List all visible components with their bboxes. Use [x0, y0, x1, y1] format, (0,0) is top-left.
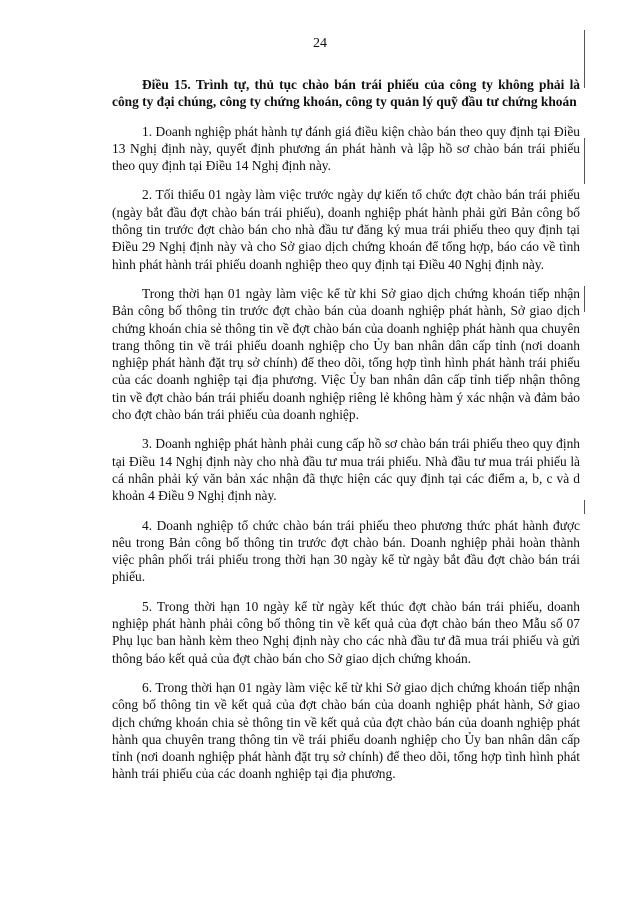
scan-edge-mark: [584, 138, 585, 184]
paragraph-5: 5. Trong thời hạn 10 ngày kể từ ngày kết thúc đợt chào bán trái phiếu, doanh nghiệp phát hành phải công bố thông tin về kết quả của đợt chào bán theo Mẫu số 07 Phụ lục ban hành kèm theo Nghị định này cho các nhà đầu tư đã mua trái phiếu và gửi thông báo kết quả của đợt chào bán cho Sở giao dịch chứng khoán.: [112, 598, 580, 666]
paragraph-6: 6. Trong thời hạn 01 ngày làm việc kể từ khi Sở giao dịch chứng khoán tiếp nhận công bố thông tin về kết quả của đợt chào bán của doanh nghiệp phát hành, Sở giao dịch chứng khoán chia sẻ thông tin về kết quả của đợt chào bán của doanh nghiệp phát hành qua chuyên trang thông tin về trái phiếu doanh nghiệp cho Ủy ban nhân dân cấp tỉnh (nơi doanh nghiệp phát hành đặt trụ sở chính) để theo dõi, tổng hợp tình hình phát hành trái phiếu của các doanh nghiệp tại địa phương.: [112, 679, 580, 782]
paragraph-1: 1. Doanh nghiệp phát hành tự đánh giá điều kiện chào bán theo quy định tại Điều 13 Nghị định này, quyết định phương án phát hành và lập hồ sơ chào bán trái phiếu theo quy định tại Điều 14 Nghị định này.: [112, 123, 580, 174]
paragraph-3: 3. Doanh nghiệp phát hành phải cung cấp hồ sơ chào bán trái phiếu theo quy định tại Điều 14 Nghị định này cho nhà đầu tư mua trái phiếu. Nhà đầu tư mua trái phiếu là cá nhân phải ký văn bản xác nhận đã thực hiện các quy định tại các điểm a, b, c và d khoản 4 Điều 9 Nghị định này.: [112, 436, 580, 504]
paragraph-2-continued: Trong thời hạn 01 ngày làm việc kể từ khi Sở giao dịch chứng khoán tiếp nhận Bản công bố thông tin trước đợt chào bán của doanh nghiệp phát hành, Sở giao dịch chứng khoán chia sẻ thông tin về đợt chào bán của doanh nghiệp phát hành qua chuyên trang thông tin về trái phiếu doanh nghiệp cho Ủy ban nhân dân cấp tỉnh (nơi doanh nghiệp phát hành đặt trụ sở chính) để theo dõi, tổng hợp tình hình phát hành trái phiếu của các doanh nghiệp tại địa phương. Việc Ủy ban nhân dân cấp tỉnh tiếp nhận thông tin về đợt chào bán trái phiếu doanh nghiệp riêng lẻ không hàm ý xác nhận và đảm bảo cho đợt chào bán trái phiếu của doanh nghiệp.: [112, 285, 580, 423]
page-number: 24: [313, 36, 327, 51]
scan-edge-mark: [584, 286, 585, 312]
article-title: Điều 15. Trình tự, thủ tục chào bán trái phiếu của công ty không phải là công ty đại chúng, công ty chứng khoán, công ty quản lý quỹ đầu tư chứng khoán: [112, 77, 580, 110]
article-body: [112, 76, 580, 795]
scan-edge-mark: [584, 500, 585, 514]
paragraph-2: 2. Tối thiểu 01 ngày làm việc trước ngày dự kiến tổ chức đợt chào bán trái phiếu (ngày bắt đầu đợt chào bán trái phiếu), doanh nghiệp phát hành phải gửi Bản công bố thông tin trước đợt chào bán cho nhà đầu tư đăng ký mua trái phiếu theo quy định tại Điều 29 Nghị định này và cho Sở giao dịch chứng khoán để tổng hợp, báo cáo về tình hình phát hành trái phiếu doanh nghiệp theo quy định tại Điều 40 Nghị định này.: [112, 187, 580, 272]
paragraph-4: 4. Doanh nghiệp tổ chức chào bán trái phiếu theo phương thức phát hành được nêu trong Bản công bố thông tin trước đợt chào bán. Doanh nghiệp phải hoàn thành việc phân phối trái phiếu trong thời hạn 30 ngày kể từ ngày bắt đầu đợt chào bán trái phiếu.: [112, 517, 580, 585]
scan-edge-mark: [584, 30, 585, 88]
